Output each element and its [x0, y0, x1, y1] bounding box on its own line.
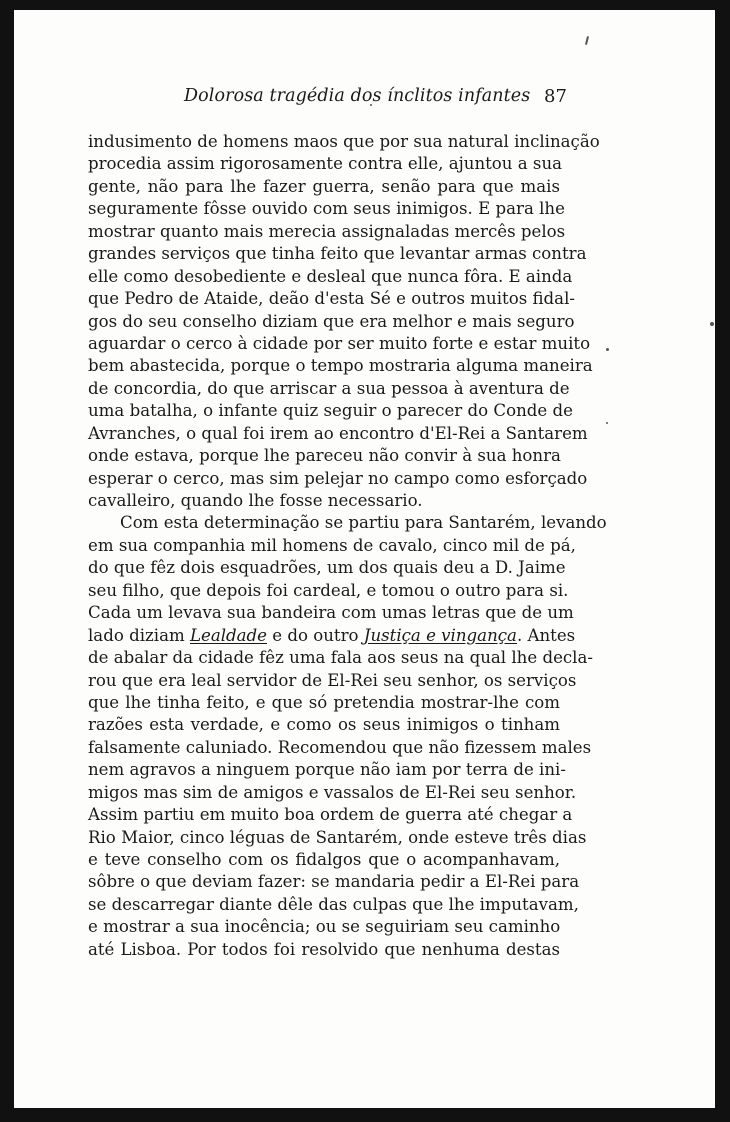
text-line: e teve conselho com os fidalgos que o acompanhavam,: [88, 850, 560, 869]
text-line: se descarregar diante dêle das culpas que lhe imputavam,: [88, 894, 579, 914]
paragraph-end-line: cavalleiro, quando lhe fosse necessario.: [88, 491, 423, 510]
text-line: que Pedro de Ataide, deão d'esta Sé e outros muitos fidal-: [88, 289, 575, 309]
text-line: migos mas sim de amigos e vassalos de El-Rei seu senhor.: [88, 782, 577, 802]
text-line: e mostrar a sua inocência; ou se seguiriam seu caminho: [88, 917, 561, 937]
text-line: do que fêz dois esquadrões, um dos quais deu a D. Jaime: [88, 558, 566, 578]
text-line: nem agravos a ninguem porque não iam por terra de ini-: [88, 760, 566, 780]
text-line: falsamente caluniado. Recomendou que não fizessem males: [88, 737, 592, 757]
motto-justica: Justiça e vingança: [363, 625, 517, 645]
text-line: bem abastecida, porque o tempo mostraria alguma maneira: [88, 356, 593, 376]
paper-speck: [585, 36, 589, 45]
paragraph-start-line: Com esta determinação se partiu para Santarém, levando: [120, 513, 607, 533]
text-line: Avranches, o qual foi irem ao encontro d'El-Rei a Santarem: [88, 423, 588, 443]
text-line: de concordia, do que arriscar a sua pessoa à aventura de: [88, 378, 570, 398]
text-line: esperar o cerco, mas sim pelejar no campo como esforçado: [88, 468, 588, 488]
text-line: onde estava, porque lhe pareceu não convir à sua honra: [88, 446, 561, 466]
text-line: aguardar o cerco à cidade por ser muito forte e estar muito: [88, 333, 591, 353]
paper-speck: [606, 422, 608, 424]
body-text: [88, 131, 607, 961]
text-line: Rio Maior, cinco léguas de Santarém, onde esteve três dias: [88, 827, 587, 847]
scan-corner-mark: [716, 6, 726, 16]
text-line: rou que era leal servidor de El-Rei seu senhor, os serviços: [88, 670, 577, 690]
running-header: [0, 86, 730, 112]
paper-speck: [710, 322, 714, 326]
text-line: até Lisboa. Por todos foi resolvido que nenhuma destas: [88, 939, 560, 959]
text-line: razões esta verdade, e como os seus inimigos o tinham: [88, 715, 560, 735]
text-line: uma batalha, o infante quiz seguir o parecer do Conde de: [88, 401, 573, 421]
text-line: indusimento de homens maos que por sua natural inclinação: [88, 132, 600, 151]
paper-speck: [606, 348, 609, 351]
motto-lealdade: Lealdade: [189, 625, 267, 645]
running-title: Dolorosa tragédia dos ínclitos infantes: [184, 86, 531, 106]
text-line: procedia assim rigorosamente contra elle, ajuntou a sua: [88, 154, 563, 174]
text-line: Assim partiu em muito boa ordem de guerra até chegar a: [88, 805, 573, 825]
text-line: gente, não para lhe fazer guerra, senão para que mais: [88, 176, 560, 196]
text-line: que lhe tinha feito, e que só pretendia mostrar-lhe com: [88, 692, 560, 712]
motto-line-after: . Antes: [516, 625, 576, 645]
text-line: Cada um levava sua bandeira com umas letras que de um: [88, 603, 574, 623]
text-line: gos do seu conselho diziam que era melhor e mais seguro: [88, 311, 575, 331]
text-line: em sua companhia mil homens de cavalo, cinco mil de pá,: [88, 535, 576, 555]
text-line: grandes serviços que tinha feito que levantar armas contra: [88, 244, 587, 264]
text-line: de abalar da cidade fêz uma fala aos seus na qual lhe decla-: [88, 648, 593, 668]
page-number: 87: [544, 86, 567, 107]
motto-line-before: lado diziam: [88, 625, 190, 645]
motto-line-middle: e do outro: [266, 625, 364, 645]
text-line: elle como desobediente e desleal que nunca fôra. E ainda: [88, 266, 573, 286]
text-line: sôbre o que deviam fazer: se mandaria pedir a El-Rei para: [88, 872, 580, 892]
text-line: mostrar quanto mais merecia assignaladas mercês pelos: [88, 221, 566, 241]
text-line: seguramente fôsse ouvido com seus inimigos. E para lhe: [88, 199, 565, 219]
motto-line: [88, 625, 576, 647]
text-line: seu filho, que depois foi cardeal, e tomou o outro para si.: [88, 580, 569, 600]
